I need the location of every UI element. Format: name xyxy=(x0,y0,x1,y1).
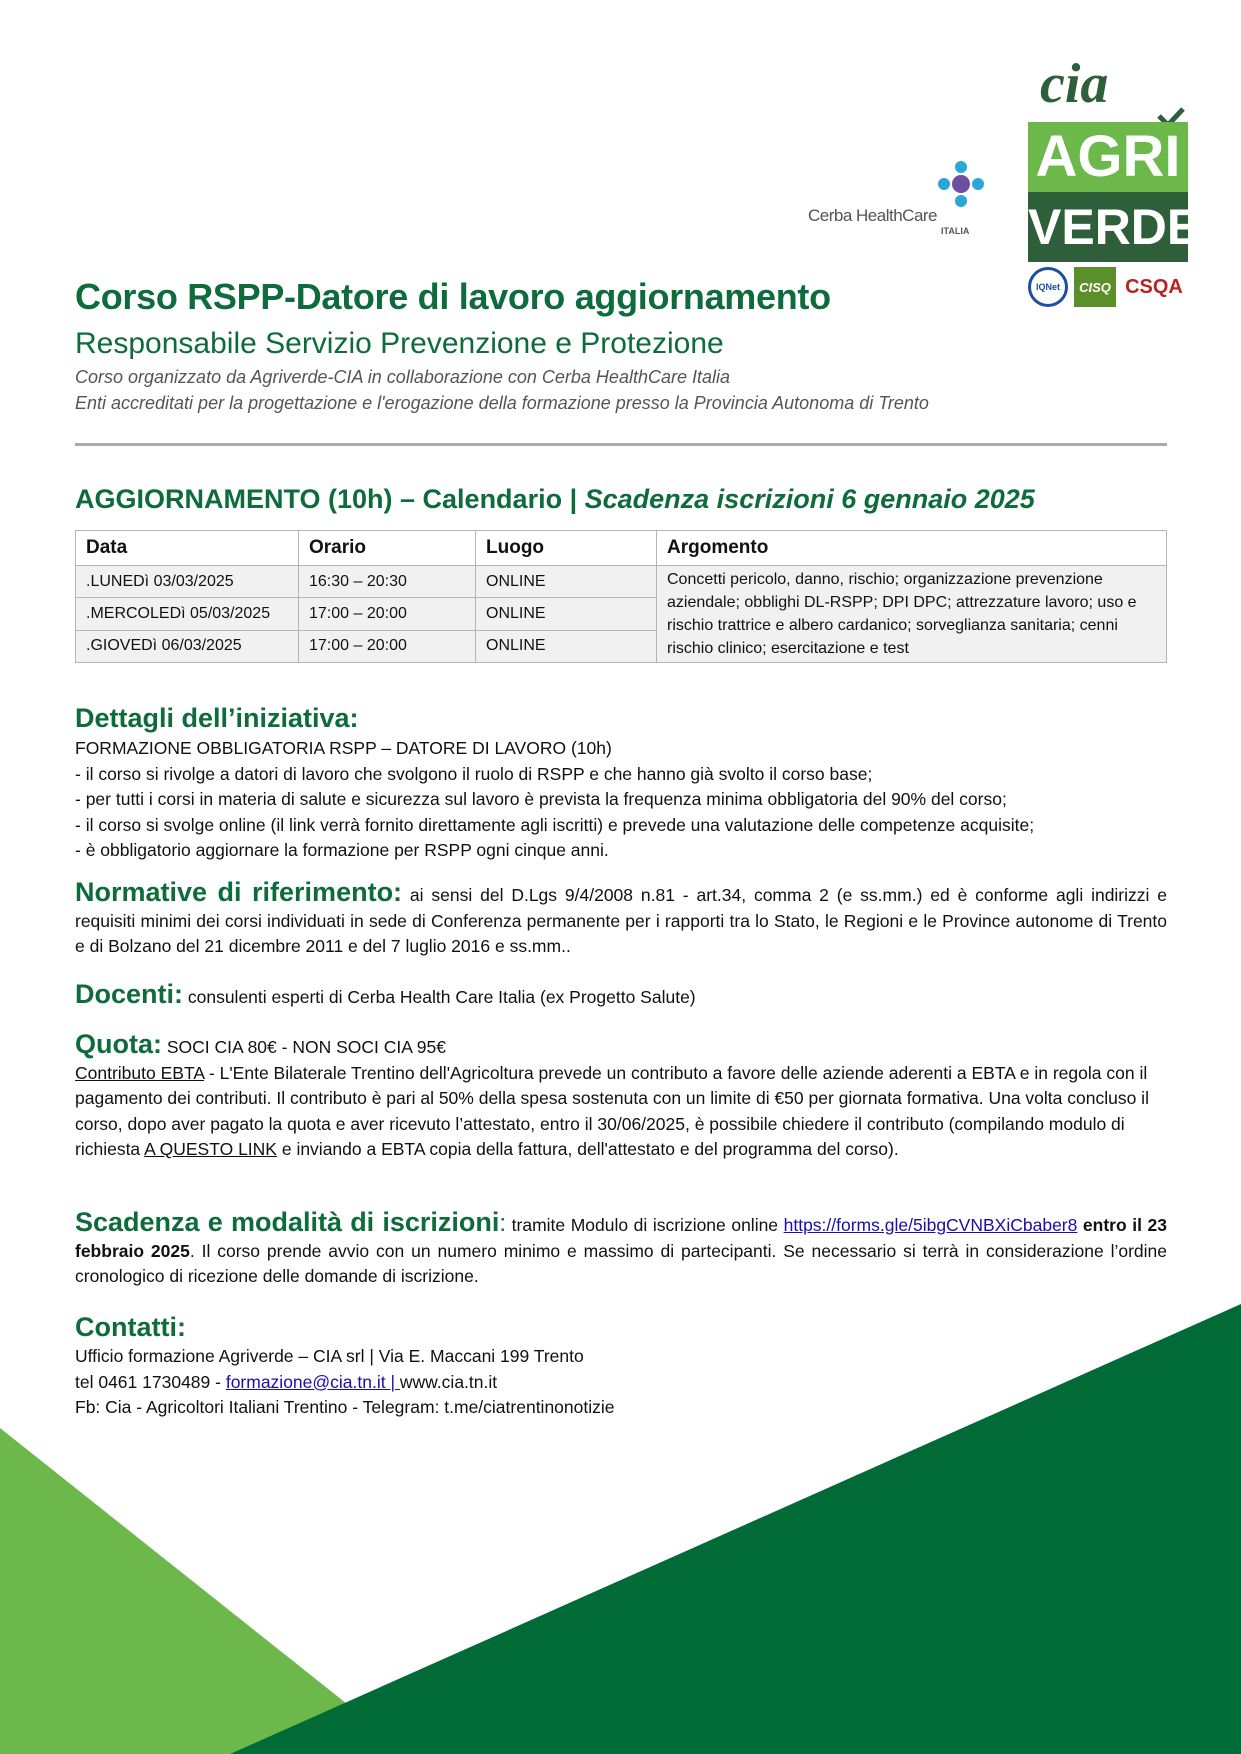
details-heading: Dettagli dell’iniziativa: xyxy=(75,703,359,733)
details-line: - il corso si svolge online (il link verrà fornito direttamente agli iscritti) e prevede una valutazione delle competenze acquisite; xyxy=(75,814,1035,835)
page-subtitle: Responsabile Servizio Prevenzione e Protezione xyxy=(75,327,724,360)
csqa-badge: CSQA xyxy=(1125,275,1183,298)
registration-deadline: entro il 23 febbraio 2025 xyxy=(75,1215,1167,1261)
agri-word: AGRI xyxy=(1035,124,1181,189)
cerba-logo xyxy=(808,158,993,238)
accreditation-line: Enti accreditati per la progettazione e l'erogazione della formazione presso la Provincia Autonoma di Trento xyxy=(75,393,929,413)
details-line: - per tutti i corsi in materia di salute e sicurezza sul lavoro è prevista la frequenza minima obbligatoria del 90% del corso; xyxy=(75,789,1007,809)
cell-orario: 17:00 – 20:00 xyxy=(299,630,476,662)
cell-data: .LUNEDì 03/03/2025 xyxy=(76,566,299,598)
calendar-table xyxy=(75,530,1167,663)
details-line: FORMAZIONE OBBLIGATORIA RSPP – DATORE DI LAVORO (10h) xyxy=(75,738,612,758)
verde-box xyxy=(1028,192,1201,262)
contribution-link[interactable]: A QUESTO LINK xyxy=(144,1139,277,1159)
table-header-row xyxy=(76,531,1167,566)
contacts-section xyxy=(75,1310,1167,1421)
normative-text: ai sensi del D.Lgs 9/4/2008 n.81 - art.34, comma 2 (e ss.mm.) ed è conforme agli indirizzi e requisiti minimi dei corsi individuati in sede di Conferenza permanente per i rapporti tra lo Stato, le Regioni e le Province autonome di Trento e di Bolzano del 21 dicembre 2011 e del 7 luglio 2016 e ss.mm.. xyxy=(75,885,1168,956)
cia-word: cia xyxy=(1040,53,1109,115)
cell-luogo: ONLINE xyxy=(476,566,657,598)
calendar-heading: AGGIORNAMENTO (10h) – Calendario | Scadenza iscrizioni 6 gennaio 2025 xyxy=(75,484,1035,514)
cerba-sub: ITALIA xyxy=(941,226,970,236)
registration-heading: Scadenza e modalità di iscrizioni xyxy=(75,1207,500,1237)
teachers-heading: Docenti: xyxy=(75,979,183,1009)
page-title: Corso RSPP-Datore di lavoro aggiornamento xyxy=(75,276,831,317)
table-row xyxy=(76,566,1167,598)
cell-luogo: ONLINE xyxy=(476,598,657,630)
fee-section xyxy=(75,1029,1167,1163)
col-luogo: Luogo xyxy=(476,531,657,566)
verde-word: VERDE xyxy=(1028,199,1201,255)
col-argomento: Argomento xyxy=(657,531,1167,566)
registration-section: Scadenza e modalità di iscrizioni: tramite Modulo di iscrizione online https://forms.gle/5ibgCVNBXiCbaber8 entro il 23 febbraio 2025. Il corso prende avvio con un numero minimo e massimo di partecipanti. Se necessario si terrà in considerazione l’ordine cronologico di ricezione delle domande di iscrizione. xyxy=(75,1207,1168,1286)
cell-data: .MERCOLEDì 05/03/2025 xyxy=(76,598,299,630)
cell-orario: 16:30 – 20:30 xyxy=(299,566,476,598)
cell-data: .GIOVEDì 06/03/2025 xyxy=(76,630,299,662)
contribution-label: Contributo EBTA xyxy=(75,1062,205,1083)
contacts-social: Fb: Cia - Agricoltori Italiani Trentino - Telegram: t.me/ciatrentinonotizie xyxy=(75,1397,615,1417)
details-section xyxy=(75,700,1167,864)
registration-form-link[interactable]: https://forms.gle/5ibgCVNBXiCbaber8 xyxy=(783,1215,1078,1235)
contacts-address: Ufficio formazione Agriverde – CIA srl | Via E. Maccani 199 Trento xyxy=(75,1346,584,1366)
fee-text: SOCI CIA 80€ - NON SOCI CIA 95€ xyxy=(162,1037,446,1057)
cell-argomento: Concetti pericolo, danno, rischio; organizzazione prevenzione aziendale; obblighi DL-RSPP; DPI DPC; attrezzature lavoro; uso e rischio trattrice e albero cardanico; sorveglianza sanitaria; cenni rischio clinico; esercitazione e test xyxy=(657,566,1167,663)
enrollment-deadline: Scadenza iscrizioni 6 gennaio 2025 xyxy=(584,484,1035,514)
teachers-section xyxy=(75,979,1167,1011)
certification-badges xyxy=(1028,267,1188,309)
cisq-badge: CISQ xyxy=(1074,267,1116,307)
cerba-name: Cerba HealthCare xyxy=(808,206,938,225)
contacts-website: www.cia.tn.it xyxy=(399,1371,498,1392)
col-data: Data xyxy=(76,531,299,566)
teachers-text: consulenti esperti di Cerba Health Care Italia (ex Progetto Salute) xyxy=(183,987,696,1007)
col-orario: Orario xyxy=(299,531,476,566)
cell-luogo: ONLINE xyxy=(476,630,657,662)
cell-orario: 17:00 – 20:00 xyxy=(299,598,476,630)
details-line: - è obbligatorio aggiornare la formazione per RSPP ogni cinque anni. xyxy=(75,840,609,860)
contacts-heading: Contatti: xyxy=(75,1312,186,1342)
agri-box xyxy=(1028,122,1188,192)
organizer-line: Corso organizzato da Agriverde-CIA in collaborazione con Cerba HealthCare Italia xyxy=(75,367,731,387)
contacts-phone-line: tel 0461 1730489 - formazione@cia.tn.it | www.cia.tn.it xyxy=(75,1371,498,1392)
normative-heading: Normative di riferimento: xyxy=(75,877,403,907)
cia-agriverde-logo xyxy=(1028,53,1201,262)
contacts-email-link[interactable]: formazione@cia.tn.it | xyxy=(225,1371,400,1392)
details-line: - il corso si rivolge a datori di lavoro che svolgono il ruolo di RSPP e che hanno già svolto il corso base; xyxy=(75,763,873,784)
fee-heading: Quota: xyxy=(75,1029,162,1059)
iqnet-badge: IQNet xyxy=(1028,267,1068,307)
divider xyxy=(75,443,1167,446)
contribution-paragraph: Contributo EBTA - L'Ente Bilaterale Trentino dell'Agricoltura prevede un contributo a favore delle aziende aderenti a EBTA e in regola con il pagamento dei contributi. Il contributo è pari al 50% della spesa sostenuta con un limite di €50 per giornata formativa. Una volta concluso il corso, dopo aver pagato la quota e aver ricevuto l’attestato, entro il 30/06/2025, è possibile chiedere il contributo (compilando modulo di richiesta A QUESTO LINK e inviando a EBTA copia della fattura, dell'attestato e del programma del corso). xyxy=(75,1062,1149,1159)
normative-section xyxy=(75,877,1168,960)
